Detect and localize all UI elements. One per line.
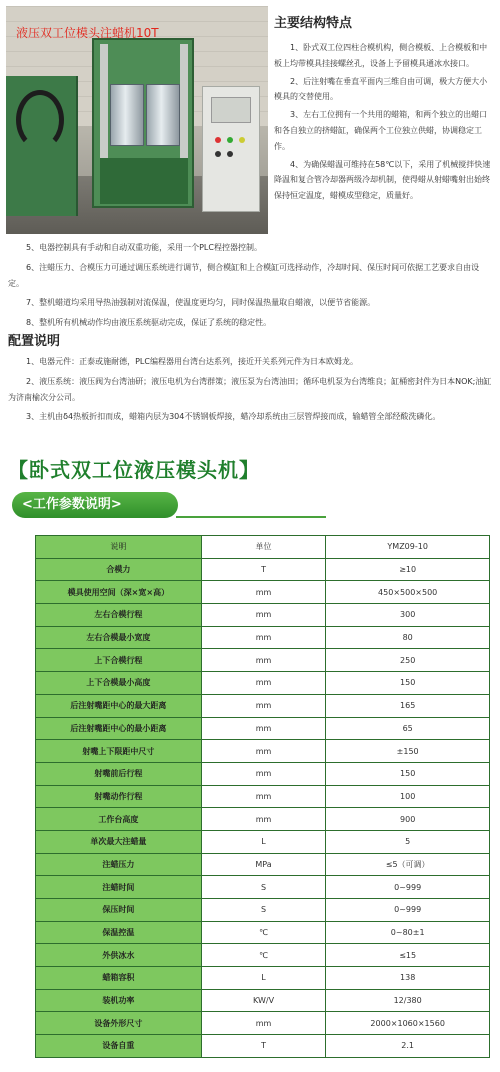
table-cell: 左右合模行程 xyxy=(36,604,202,627)
table-row xyxy=(36,604,490,627)
table-cell: mm xyxy=(201,694,326,717)
header-cell: 说明 xyxy=(36,536,202,559)
table-cell: 保压时间 xyxy=(36,899,202,922)
table-cell: 模具使用空间（深×宽×高） xyxy=(36,581,202,604)
table-row xyxy=(36,740,490,763)
config-list xyxy=(8,354,494,429)
table-cell: ≤5（可调） xyxy=(326,853,490,876)
table-cell: 射嘴上下限距中尺寸 xyxy=(36,740,202,763)
feature-item: 8、整机所有机械动作均由液压系统驱动完成，保证了系统的稳定性。 xyxy=(26,318,272,328)
table-cell: mm xyxy=(201,1012,326,1035)
table-cell: mm xyxy=(201,604,326,627)
table-row xyxy=(36,876,490,899)
table-cell: ±150 xyxy=(326,740,490,763)
table-cell: 0~999 xyxy=(326,876,490,899)
feature-item: 5、电器控制具有手动和自动双重功能，采用一个PLC程控器控制。 xyxy=(26,243,262,252)
table-cell: 900 xyxy=(326,808,490,831)
params-underline xyxy=(176,516,326,518)
table-row xyxy=(36,785,490,808)
feature-item: 3、左右工位拥有一个共用的蜡箱，和两个独立的出蜡口和各自独立的挤蜡缸，确保两个工位独立供蜡，协调稳定工作。 xyxy=(274,110,488,151)
table-cell: 合模力 xyxy=(36,558,202,581)
table-cell: mm xyxy=(201,717,326,740)
table-row xyxy=(36,558,490,581)
table-cell: 后注射嘴距中心的最小距离 xyxy=(36,717,202,740)
product-banner: 【卧式双工位液压模头机】 xyxy=(8,458,260,482)
table-cell: 保温控温 xyxy=(36,921,202,944)
table-row xyxy=(36,649,490,672)
product-photo xyxy=(6,6,268,234)
table-cell: 165 xyxy=(326,694,490,717)
table-cell: 上下合模最小高度 xyxy=(36,672,202,695)
table-cell: L xyxy=(201,830,326,853)
table-cell: 0~999 xyxy=(326,899,490,922)
table-cell: 2.1 xyxy=(326,1035,490,1058)
table-row xyxy=(36,717,490,740)
table-cell: 65 xyxy=(326,717,490,740)
table-cell: 装机功率 xyxy=(36,989,202,1012)
table-row xyxy=(36,672,490,695)
table-cell: ≤15 xyxy=(326,944,490,967)
table-cell: 设备外形尺寸 xyxy=(36,1012,202,1035)
table-cell: ℃ xyxy=(201,944,326,967)
table-cell: 单次最大注蜡量 xyxy=(36,830,202,853)
table-cell: KW/V xyxy=(201,989,326,1012)
photo-caption: 液压双工位模头注蜡机10T xyxy=(16,26,159,40)
table-cell: MPa xyxy=(201,853,326,876)
table-cell: mm xyxy=(201,581,326,604)
params-tab: <工作参数说明> xyxy=(12,492,178,518)
config-title: 配置说明 xyxy=(8,334,61,349)
table-row xyxy=(36,1035,490,1058)
table-row xyxy=(36,921,490,944)
table-row xyxy=(36,1012,490,1035)
table-row xyxy=(36,967,490,990)
config-item: 2、液压系统：液压阀为台湾油研；液压电机为台湾群策；液压泵为台湾油田；循环电机泵为台湾维良；缸桶密封件为日本NOK;油缸为济南榆次分公司。 xyxy=(8,376,492,402)
table-cell: mm xyxy=(201,740,326,763)
table-row xyxy=(36,989,490,1012)
table-cell: S xyxy=(201,876,326,899)
table-cell: 0~80±1 xyxy=(326,921,490,944)
table-cell: 工作台高度 xyxy=(36,808,202,831)
table-row xyxy=(36,581,490,604)
table-cell: ℃ xyxy=(201,921,326,944)
table-header-row xyxy=(36,536,490,559)
header-cell: YMZ09-10 xyxy=(326,536,490,559)
table-cell: mm xyxy=(201,672,326,695)
feature-item: 6、注蜡压力、合模压力可通过调压系统进行调节，侧合模缸和上合模缸可选择动作，冷却时间、保压时间可依据工艺要求自由设定。 xyxy=(8,262,480,288)
table-cell: ≥10 xyxy=(326,558,490,581)
table-cell: 蜡箱容积 xyxy=(36,967,202,990)
table-cell: 250 xyxy=(326,649,490,672)
table-row xyxy=(36,944,490,967)
table-cell: 注蜡压力 xyxy=(36,853,202,876)
table-cell: 外供冰水 xyxy=(36,944,202,967)
feature-item: 4、为确保蜡温可维持在58℃以下，采用了机械搅拌快速降温和复合管冷却器两级冷却机制，使得蜡从射蜡嘴射出始终保持恒定温度，蜡模成型稳定，质量好。 xyxy=(274,159,491,201)
table-cell: 150 xyxy=(326,762,490,785)
table-cell: T xyxy=(201,558,326,581)
table-cell: 射嘴动作行程 xyxy=(36,785,202,808)
config-item: 1、电器元件：正泰或施耐德，PLC编程器用台湾台达系列，接近开关系列元件为日本欧姆龙。 xyxy=(26,357,358,366)
header-cell: 单位 xyxy=(201,536,326,559)
table-cell: mm xyxy=(201,785,326,808)
table-row xyxy=(36,762,490,785)
table-row xyxy=(36,899,490,922)
table-cell: 设备自重 xyxy=(36,1035,202,1058)
table-row xyxy=(36,830,490,853)
table-cell: 138 xyxy=(326,967,490,990)
table-row xyxy=(36,853,490,876)
table-cell: 80 xyxy=(326,626,490,649)
table-cell: mm xyxy=(201,649,326,672)
feature-item: 1、卧式双工位四柱合模机构，侧合模板、上合模板和中板上均带模具挂接螺丝孔，设备上予留模具通冰水接口。 xyxy=(274,43,488,68)
table-cell: 100 xyxy=(326,785,490,808)
table-cell: 2000×1060×1560 xyxy=(326,1012,490,1035)
table-cell: 5 xyxy=(326,830,490,853)
features-more xyxy=(8,240,494,335)
config-item: 3、主机由δ4热板折扣而成，蜡箱内层为304不锈钢板焊接，蜡冷却系统由三层管焊接而成，输蜡管全部经酸洗磷化。 xyxy=(26,412,441,422)
table-cell: L xyxy=(201,967,326,990)
table-cell: 300 xyxy=(326,604,490,627)
table-cell: T xyxy=(201,1035,326,1058)
table-row xyxy=(36,808,490,831)
features-list xyxy=(274,40,494,206)
table-cell: 左右合模最小宽度 xyxy=(36,626,202,649)
table-cell: 射嘴前后行程 xyxy=(36,762,202,785)
feature-item: 7、整机蜡道均采用导热油强制对流保温，使温度更均匀，同时保温热量取自蜡液，以便节省能源。 xyxy=(26,298,376,308)
table-cell: 450×500×500 xyxy=(326,581,490,604)
spec-table xyxy=(35,535,490,1058)
table-cell: 上下合模行程 xyxy=(36,649,202,672)
features-title: 主要结构特点 xyxy=(274,16,353,31)
feature-item: 2、后注射嘴在垂直平面内三维自由可调，极大方便大小模具的交替使用。 xyxy=(274,76,488,102)
table-cell: 后注射嘴距中心的最大距离 xyxy=(36,694,202,717)
table-cell: mm xyxy=(201,762,326,785)
table-cell: S xyxy=(201,899,326,922)
table-cell: 150 xyxy=(326,672,490,695)
table-cell: mm xyxy=(201,808,326,831)
table-cell: 12/380 xyxy=(326,989,490,1012)
table-cell: mm xyxy=(201,626,326,649)
table-row xyxy=(36,626,490,649)
table-row xyxy=(36,694,490,717)
table-cell: 注蜡时间 xyxy=(36,876,202,899)
